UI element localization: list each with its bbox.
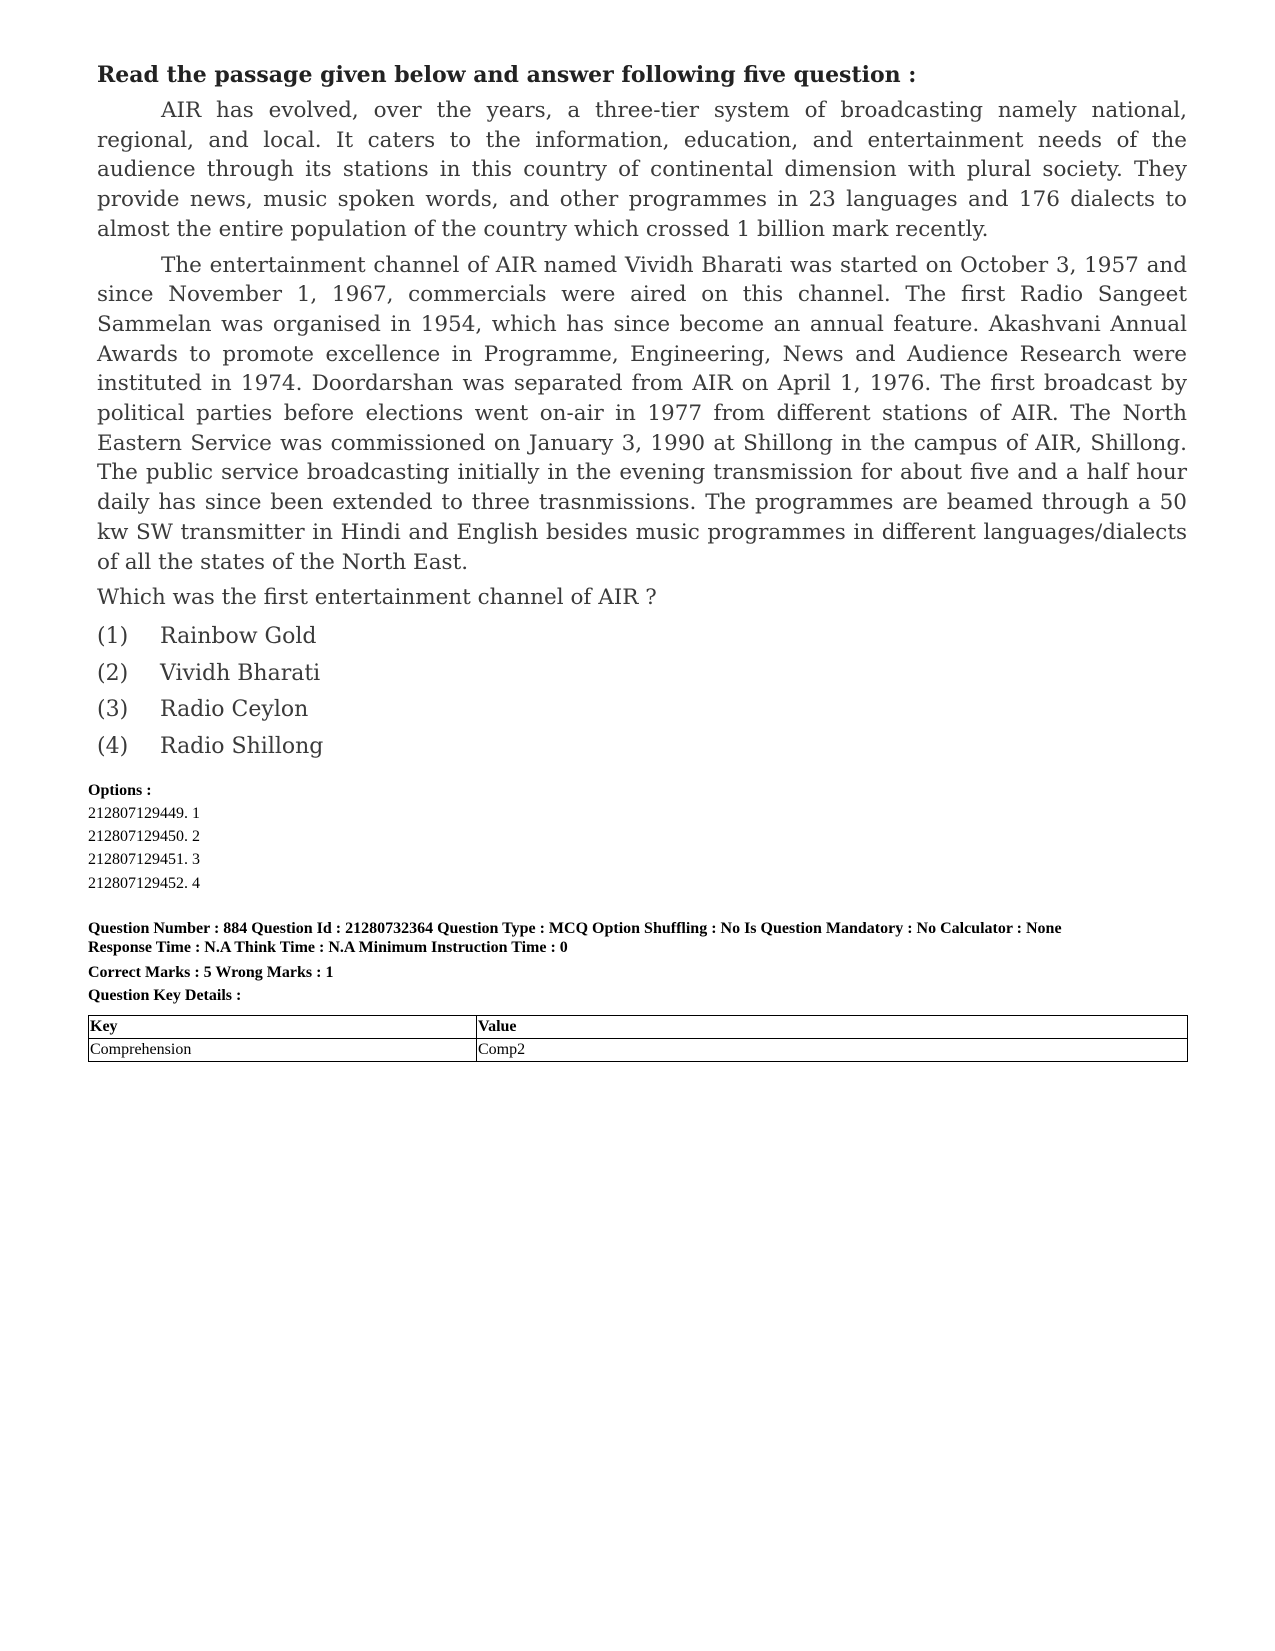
- question-info: [88, 919, 1188, 958]
- choice-number: (3): [97, 697, 129, 723]
- passage-paragraph: AIR has evolved, over the years, a three-tier system of broadcasting namely national, regional, and local. It caters to the information, education, and entertainment needs of the audience through its stations in this country of continental dimension with plural society. They provide news, music spoken words, and other programmes in 23 languages and 176 dialects to almost the entire population of the country which crossed 1 billion mark recently.: [97, 98, 1187, 242]
- question-info-line1: Question Number : 884 Question Id : 21280732364 Question Type : MCQ Option Shuffling : No Is Question Mandatory : No Calculator : None: [88, 919, 1062, 937]
- question-text: Which was the first entertainment channel of AIR ?: [97, 585, 657, 611]
- table-header-row: [89, 1016, 1188, 1039]
- option-id-line: 212807129451. 3: [88, 851, 200, 869]
- question-info-line2: Response Time : N.A Think Time : N.A Minimum Instruction Time : 0: [88, 939, 568, 957]
- table-header-key: Key: [89, 1016, 477, 1039]
- table-cell-value: Comp2: [477, 1039, 1188, 1062]
- choice-item: [97, 692, 1187, 729]
- marks-line: Correct Marks : 5 Wrong Marks : 1: [88, 963, 334, 981]
- key-details-label: Question Key Details :: [88, 986, 242, 1004]
- passage-image: [97, 60, 1187, 765]
- table-row: [89, 1039, 1188, 1062]
- choice-text: Vividh Bharati: [160, 660, 321, 686]
- options-label: Options :: [88, 782, 152, 799]
- choice-number: (2): [97, 660, 129, 686]
- choice-number: (1): [97, 624, 129, 650]
- choice-item: [97, 619, 1187, 656]
- table-cell-key: Comprehension: [89, 1039, 477, 1062]
- choice-number: (4): [97, 733, 129, 759]
- choice-item: [97, 656, 1187, 693]
- passage-paragraph: The entertainment channel of AIR named Vividh Bharati was started on October 3, 1957 and since November 1, 1967, commercials were aired on this channel. The first Radio Sangeet Sammelan was organised in 1954, which has since become an annual feature. Akashvani Annual Awards to promote excellence in Programme, Engineering, News and Audience Research were instituted in 1974. Doordarshan was separated from AIR on April 1, 1976. The first broadcast by political parties before elections went on-air in 1977 from different stations of AIR. The North Eastern Service was commissioned on January 3, 1990 at Shillong in the campus of AIR, Shillong. The public service broadcasting initially in the evening transmission for about five and a half hour daily has since been extended to three trasnmissions. The programmes are beamed through a 50 kw SW transmitter in Hindi and English besides music programmes in different languages/dialects of all the states of the North East.: [97, 252, 1187, 575]
- choice-text: Rainbow Gold: [160, 624, 317, 650]
- choice-text: Radio Ceylon: [160, 697, 309, 723]
- option-id-line: 212807129449. 1: [88, 805, 200, 822]
- question-metadata: [88, 779, 1188, 1007]
- choice-list: [97, 619, 1187, 765]
- key-details-table: [88, 1015, 1188, 1062]
- option-id-line: 212807129450. 2: [88, 828, 200, 846]
- choice-item: [97, 729, 1187, 766]
- table-header-value: Value: [477, 1016, 1188, 1039]
- choice-text: Radio Shillong: [160, 733, 324, 759]
- passage-heading: Read the passage given below and answer following five question :: [97, 62, 917, 88]
- option-id-line: 212807129452. 4: [88, 874, 200, 892]
